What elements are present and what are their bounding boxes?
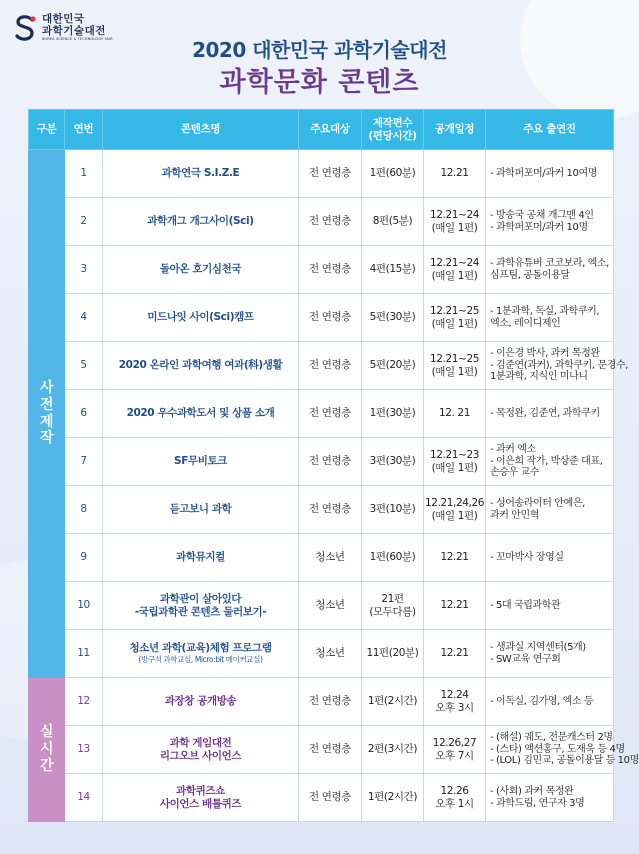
page-title: 2020 대한민국 과학기술대전 <box>192 38 447 62</box>
cell-target: 전 연령층 <box>299 390 362 438</box>
cell-count: 1편(30분) <box>362 390 424 438</box>
cell-schedule: 12.26 오후 1시 <box>424 774 486 822</box>
table-row <box>29 726 614 774</box>
cell-cast: - 생과실 지역센터(5개) - SW교육 연구회 <box>486 630 614 678</box>
cell-count: 1편(60분) <box>362 534 424 582</box>
cell-target: 전 연령층 <box>299 774 362 822</box>
cell-content-name: 돌아온 호기심천국 <box>103 246 299 294</box>
cell-cast: - 싱어송라이터 안예은, 과커 안민혁 <box>486 486 614 534</box>
category-live: 실 시 간 <box>29 678 65 822</box>
cell-content-name: 듣고보니 과학 <box>103 486 299 534</box>
cell-cast: - 5대 국립과학관 <box>486 582 614 630</box>
cell-number: 11 <box>65 630 103 678</box>
table-row <box>29 294 614 342</box>
cell-number: 10 <box>65 582 103 630</box>
cell-target: 전 연령층 <box>299 246 362 294</box>
cell-number: 2 <box>65 198 103 246</box>
cell-target: 전 연령층 <box>299 678 362 726</box>
cell-content-name: 과학관이 살아있다 -국립과학관 콘텐츠 둘러보기- <box>103 582 299 630</box>
table-row <box>29 534 614 582</box>
cell-number: 8 <box>65 486 103 534</box>
table-header-row <box>29 110 614 150</box>
cell-number: 1 <box>65 150 103 198</box>
cell-cast: - (해설) 궤도, 전문캐스터 2명 - (스타) 액션홍구, 도재욱 등 4명 - (LOL) 김민교, 공돌이용달 등 10명 <box>486 726 614 774</box>
cell-target: 전 연령층 <box>299 438 362 486</box>
cell-schedule: 12.21~23 (매일 1편) <box>424 438 486 486</box>
cell-count: 4편(15분) <box>362 246 424 294</box>
cell-cast: - 1분과학, 독실, 과학쿠키, 엑소, 레이디제인 <box>486 294 614 342</box>
table-row <box>29 438 614 486</box>
cell-schedule: 12.21 <box>424 534 486 582</box>
cell-cast: - (사회) 과커 목정완 - 과학드림, 연구자 3명 <box>486 774 614 822</box>
content-table-wrap <box>28 109 639 822</box>
cell-schedule: 12.21 <box>424 630 486 678</box>
cell-content-name: 청소년 과학(교육)체험 프로그램 (방구석 과학교실, Micro:bit 메이커교실) <box>103 630 299 678</box>
cell-count: 1편(2시간) <box>362 678 424 726</box>
cell-cast: - 이독실, 김가영, 엑소 등 <box>486 678 614 726</box>
table-row <box>29 246 614 294</box>
header-number: 연번 <box>65 110 103 150</box>
cell-content-name: 미드나잇 사이(Sci)캠프 <box>103 294 299 342</box>
cell-schedule: 12.24 오후 3시 <box>424 678 486 726</box>
cell-schedule: 12.21~24 (매일 1편) <box>424 198 486 246</box>
header-category: 구분 <box>29 110 65 150</box>
table-row <box>29 390 614 438</box>
cell-count: 3편(10분) <box>362 486 424 534</box>
logo-line1: 대한민국 <box>42 13 85 26</box>
cell-target: 청소년 <box>299 582 362 630</box>
cell-count: 1편(2시간) <box>362 774 424 822</box>
header-cast: 주요 출연진 <box>486 110 614 150</box>
table-row <box>29 150 614 198</box>
cell-content-name: 과학퀴즈쇼 사이언스 배틀퀴즈 <box>103 774 299 822</box>
table-row <box>29 486 614 534</box>
cell-cast: - 방송국 공채 개그맨 4인 - 과학퍼포머/과커 10명 <box>486 198 614 246</box>
cell-content-name: SF무비토크 <box>103 438 299 486</box>
cell-count: 1편(60분) <box>362 150 424 198</box>
table-row <box>29 678 614 726</box>
cell-content-name: 과학뮤지컬 <box>103 534 299 582</box>
cell-number: 12 <box>65 678 103 726</box>
cell-schedule: 12.26,27 오후 7시 <box>424 726 486 774</box>
cell-target: 전 연령층 <box>299 342 362 390</box>
cell-number: 13 <box>65 726 103 774</box>
header-count: 제작편수 (편당시간) <box>362 110 424 150</box>
cell-target: 전 연령층 <box>299 486 362 534</box>
cell-number: 5 <box>65 342 103 390</box>
cell-number: 4 <box>65 294 103 342</box>
header-schedule: 공개일정 <box>424 110 486 150</box>
cell-content-name: 2020 우수과학도서 및 상품 소개 <box>103 390 299 438</box>
cell-target: 전 연령층 <box>299 198 362 246</box>
cell-count: 8편(5분) <box>362 198 424 246</box>
cell-content-name: 과장창 공개방송 <box>103 678 299 726</box>
cell-count: 5편(30분) <box>362 294 424 342</box>
cell-cast: - 과학유튜버 코코보라, 엑소, 심프팀, 공돌이용달 <box>486 246 614 294</box>
logo-line2: 과학기술대전 <box>42 24 106 37</box>
table-row <box>29 198 614 246</box>
logo-line3: KOREA SCIENCE & TECHNOLOGY FAIR <box>42 37 113 42</box>
cell-number: 7 <box>65 438 103 486</box>
cell-cast: - 이은경 박사, 과커 목정완 - 김준연(과커), 과학쿠키, 문경수, 1분과학, 지식인 미나니 <box>486 342 614 390</box>
table-row <box>29 582 614 630</box>
page-subtitle: 과학문화 콘텐츠 <box>219 67 420 98</box>
table-row <box>29 630 614 678</box>
cell-count: 11편(20분) <box>362 630 424 678</box>
table-body <box>29 150 639 822</box>
header-target: 주요대상 <box>299 110 362 150</box>
cell-schedule: 12.21 <box>424 582 486 630</box>
cell-content-name: 2020 온라인 과학여행 여과(科)생활 <box>103 342 299 390</box>
cell-count: 2편(3시간) <box>362 726 424 774</box>
cell-cast: - 목정완, 김준연, 과학쿠키 <box>486 390 614 438</box>
cell-count: 21편 (모두다름) <box>362 582 424 630</box>
cell-count: 5편(20분) <box>362 342 424 390</box>
cell-schedule: 12.21~25 (매일 1편) <box>424 294 486 342</box>
header-content-name: 콘텐츠명 <box>103 110 299 150</box>
cell-target: 전 연령층 <box>299 294 362 342</box>
cell-target: 전 연령층 <box>299 726 362 774</box>
cell-target: 청소년 <box>299 630 362 678</box>
cell-number: 6 <box>65 390 103 438</box>
cell-content-name: 과학 게임대전 리그오브 사이언스 <box>103 726 299 774</box>
cell-schedule: 12. 21 <box>424 390 486 438</box>
category-pre-produced: 사 전 제 작 <box>29 150 65 678</box>
cell-cast: - 과학퍼포머/과커 10여명 <box>486 150 614 198</box>
cell-schedule: 12.21~25 (매일 1편) <box>424 342 486 390</box>
cell-number: 9 <box>65 534 103 582</box>
cell-schedule: 12.21~24 (매일 1편) <box>424 246 486 294</box>
cell-number: 14 <box>65 774 103 822</box>
cell-cast: - 꼬마박사 장영실 <box>486 534 614 582</box>
cell-target: 전 연령층 <box>299 150 362 198</box>
table-row <box>29 774 614 822</box>
cell-cast: - 과커 엑소 - 이은희 작가, 박상준 대표, 손승우 교수 <box>486 438 614 486</box>
cell-target: 청소년 <box>299 534 362 582</box>
table-row <box>29 342 614 390</box>
cell-content-name: 과학개그 개그사이(Sci) <box>103 198 299 246</box>
cell-schedule: 12.21 <box>424 150 486 198</box>
cell-number: 3 <box>65 246 103 294</box>
cell-schedule: 12.21,24,26 (매일 1편) <box>424 486 486 534</box>
content-table <box>28 109 639 822</box>
cell-count: 3편(30분) <box>362 438 424 486</box>
cell-content-name: 과학연극 S.I.Z.E <box>103 150 299 198</box>
